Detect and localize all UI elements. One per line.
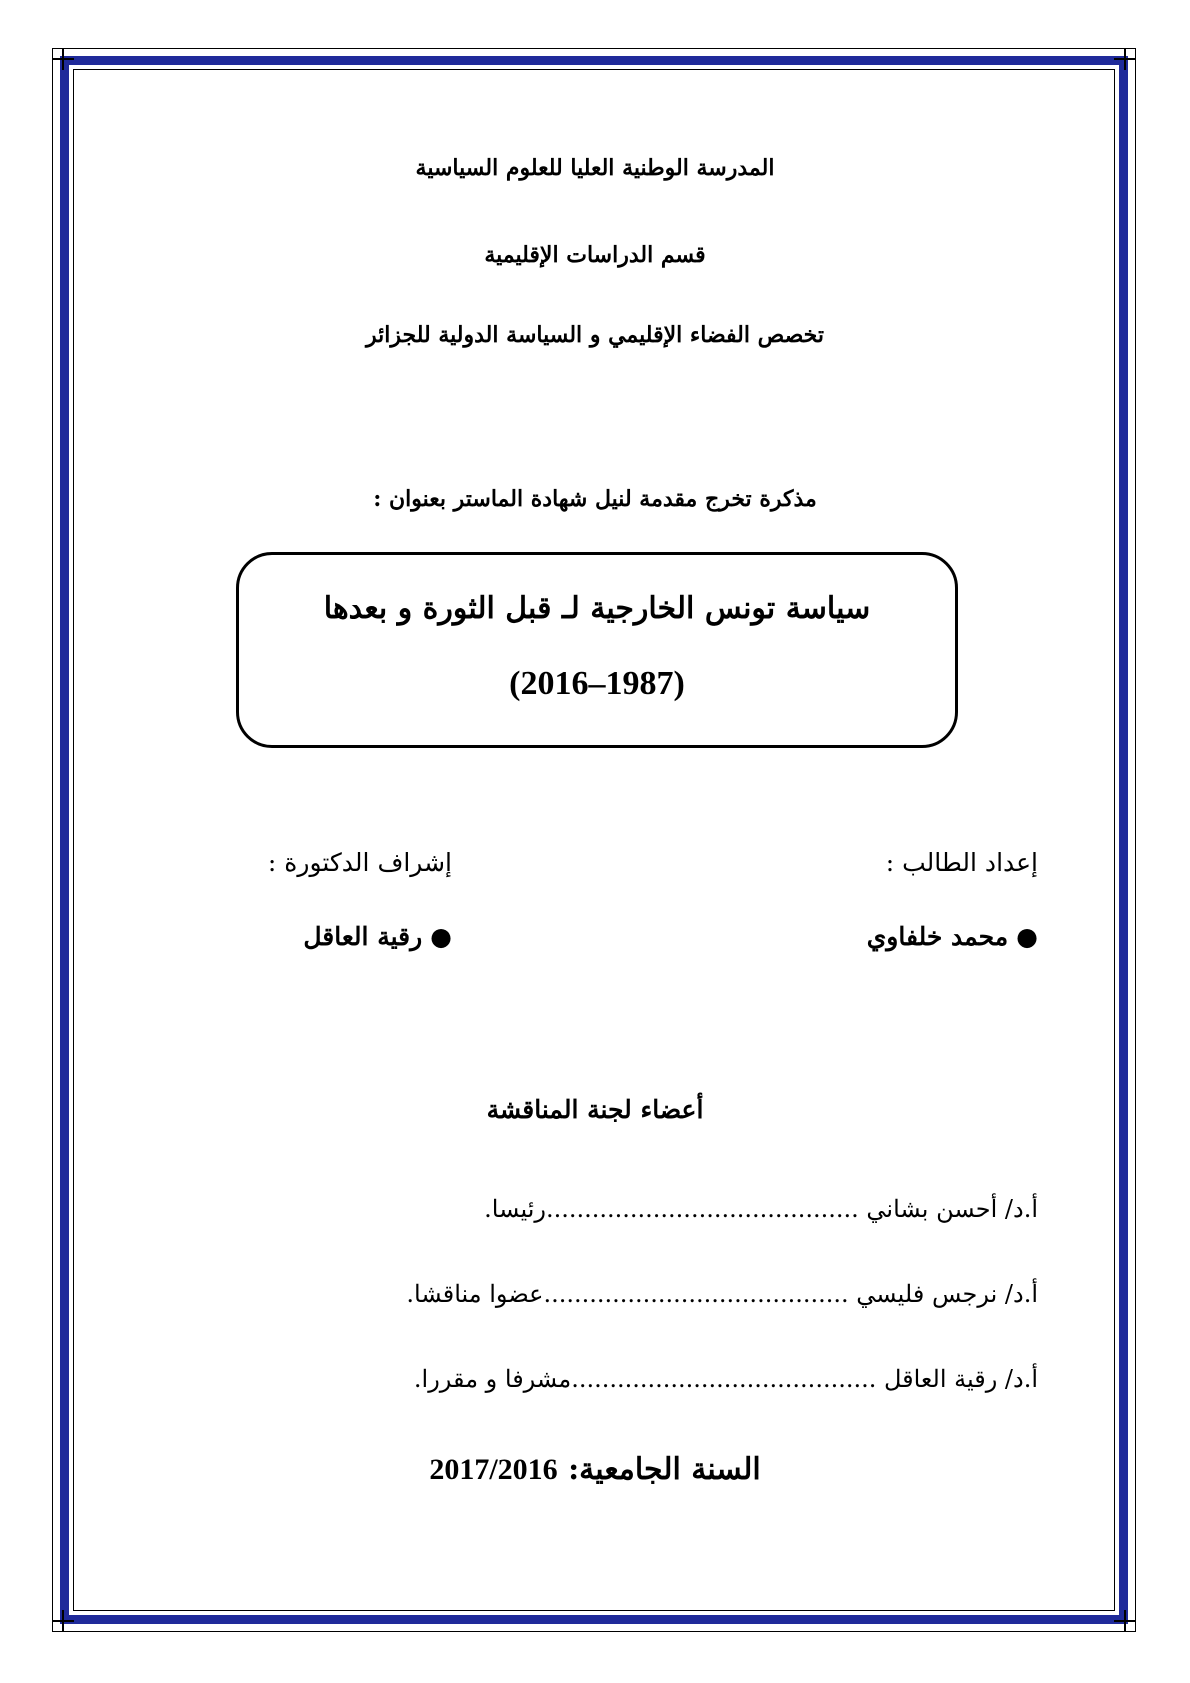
corner-ornament-bottom-left [52, 1610, 74, 1632]
supervisor-name: رقية العاقل [303, 922, 423, 951]
student-label: إعداد الطالب : [885, 848, 1038, 877]
corner-ornament-top-right [1114, 48, 1136, 70]
department-name: قسم الدراسات الإقليمية [484, 242, 706, 268]
thesis-years: (2016–1987) [509, 665, 685, 702]
thesis-intro: مذكرة تخرج مقدمة لنيل شهادة الماستر بعنوان : [373, 486, 817, 512]
school-name: المدرسة الوطنية العليا للعلوم السياسية [415, 155, 775, 181]
title-box [236, 552, 958, 748]
corner-ornament-bottom-right [1114, 1610, 1136, 1632]
committee-member: أ.د/ نرجس فليسي ........................................عضوا مناقشا. [406, 1280, 1038, 1308]
bullet-icon: ● [1016, 922, 1038, 951]
thesis-title: سياسة تونس الخارجية لـ قبل الثورة و بعدها [323, 591, 871, 626]
committee-member: أ.د/ أحسن بشاني .........................................رئيسا. [484, 1195, 1038, 1223]
academic-year [0, 1452, 1190, 1487]
committee-member: أ.د/ رقية العاقل ........................................مشرفا و مقررا. [413, 1365, 1038, 1393]
academic-year-label: السنة الجامعية: [568, 1452, 761, 1487]
supervisor-label: إشراف الدكتورة : [267, 848, 452, 877]
committee-title: أعضاء لجنة المناقشة [486, 1095, 704, 1124]
specialty-name: تخصص الفضاء الإقليمي و السياسة الدولية للجزائر [366, 322, 824, 348]
academic-year-value: 2017/2016 [429, 1453, 558, 1486]
student-name: محمد خلفاوي [866, 922, 1009, 951]
corner-ornament-top-left [52, 48, 74, 70]
bullet-icon: ● [430, 922, 452, 951]
supervisor-name-row [303, 922, 452, 951]
student-name-row [867, 922, 1038, 951]
